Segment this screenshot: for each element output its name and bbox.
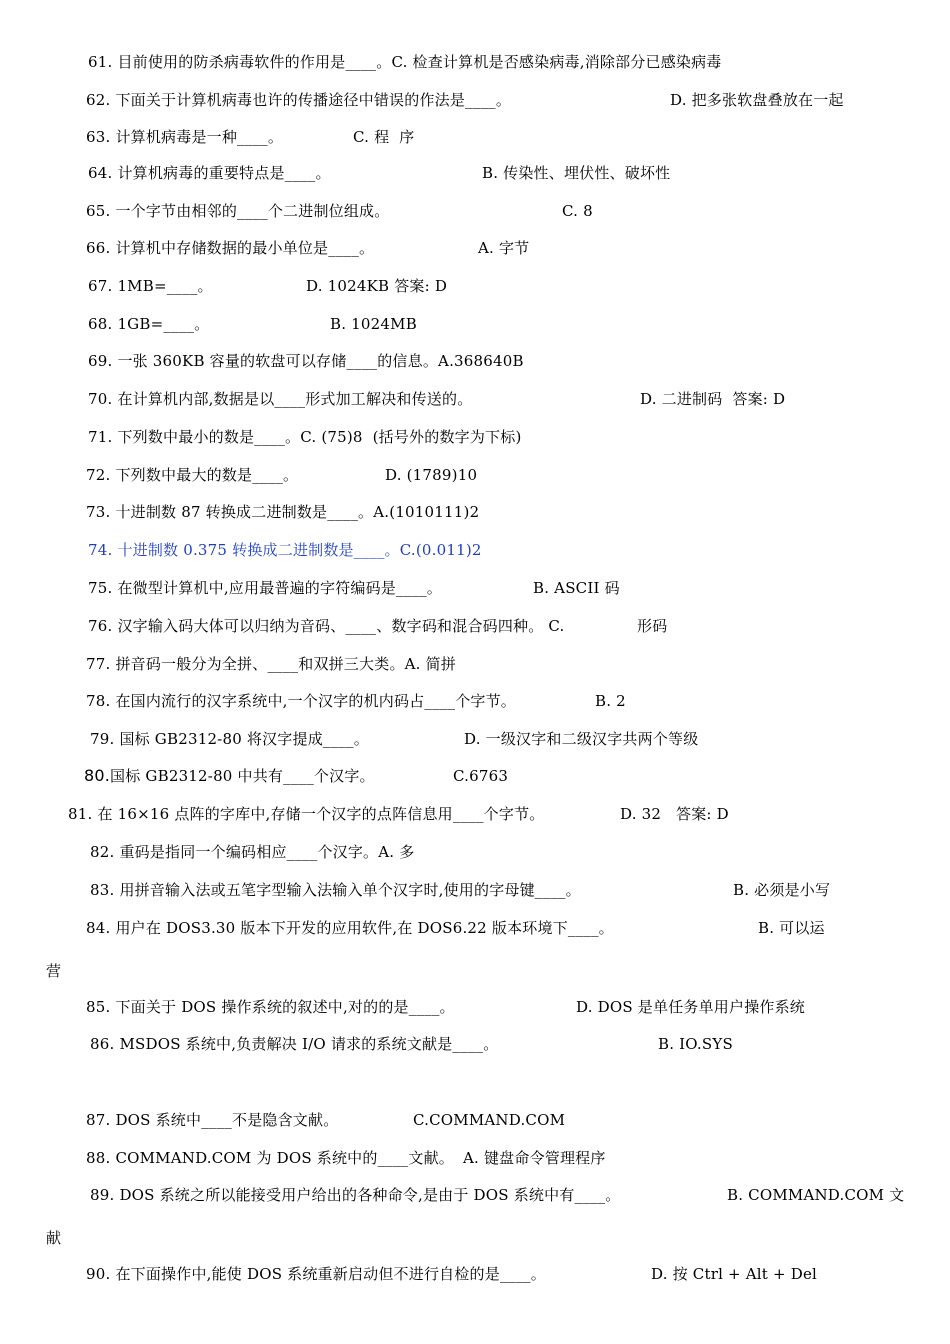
- question-62: 62. 下面关于计算机病毒也许的传播途径中错误的作法是____。: [86, 91, 512, 109]
- answer-65: C. 8: [562, 202, 593, 220]
- question-82: 82. 重码是指同一个编码相应____个汉字。A. 多: [90, 843, 415, 861]
- answer-67: D. 1024KB 答案: D: [306, 277, 448, 295]
- answer-72: D. (1789)10: [385, 466, 478, 484]
- answer-90: D. 按 Ctrl + Alt + Del: [651, 1265, 818, 1283]
- question-81: 81. 在 16×16 点阵的字库中,存储一个汉字的点阵信息用____个字节。: [68, 805, 545, 823]
- answer-83: B. 必须是小写: [733, 881, 831, 899]
- question-80: 80.国标 GB2312-80 中共有____个汉字。: [84, 766, 375, 785]
- answer-79: D. 一级汉字和二级汉字共两个等级: [464, 730, 699, 748]
- question-70: 70. 在计算机内部,数据是以____形式加工解决和传送的。: [88, 390, 473, 408]
- answer-68: B. 1024MB: [330, 315, 417, 333]
- question-88: 88. COMMAND.COM 为 DOS 系统中的____文献。: [86, 1149, 454, 1167]
- answer-88: A. 键盘命令管理程序: [463, 1149, 606, 1167]
- wrapped-text: 献: [46, 1229, 62, 1247]
- answer-70: D. 二进制码 答案: D: [640, 390, 786, 408]
- question-79: 79. 国标 GB2312-80 将汉字提成____。: [90, 730, 369, 748]
- answer-85: D. DOS 是单任务单用户操作系统: [576, 998, 805, 1016]
- answer-78: B. 2: [595, 692, 626, 710]
- answer-75: B. ASCII 码: [533, 579, 620, 597]
- question-76: 76. 汉字输入码大体可以归纳为音码、____、数字码和混合码四种。 C.: [88, 617, 565, 635]
- question-78: 78. 在国内流行的汉字系统中,一个汉字的机内码占____个字节。: [86, 692, 517, 710]
- question-83: 83. 用拼音输入法或五笔字型输入法输入单个汉字时,使用的字母键____。: [90, 881, 581, 899]
- question-66: 66. 计算机中存储数据的最小单位是____。: [86, 239, 375, 257]
- question-69: 69. 一张 360KB 容量的软盘可以存储____的信息。A.368640B: [88, 352, 524, 370]
- question-85: 85. 下面关于 DOS 操作系统的叙述中,对的的是____。: [86, 998, 455, 1016]
- question-75: 75. 在微型计算机中,应用最普遍的字符编码是____。: [88, 579, 443, 597]
- question-72: 72. 下列数中最大的数是____。: [86, 466, 299, 484]
- question-67: 67. 1MB=____。: [88, 277, 213, 295]
- wrapped-text: 营: [46, 962, 62, 980]
- question-89: 89. DOS 系统之所以能接受用户给出的各种命令,是由于 DOS 系统中有____。: [90, 1186, 621, 1204]
- answer-76: 形码: [637, 617, 668, 635]
- question-73: 73. 十进制数 87 转换成二进制数是____。A.(1010111)2: [86, 503, 480, 521]
- answer-86: B. IO.SYS: [658, 1035, 733, 1053]
- question-61: 61. 目前使用的防杀病毒软件的作用是____。C. 检查计算机是否感染病毒,消除部分已感染病毒: [88, 53, 722, 71]
- question-87: 87. DOS 系统中____不是隐含文献。: [86, 1111, 339, 1129]
- answer-63: C. 程 序: [353, 128, 415, 146]
- answer-81: D. 32 答案: D: [620, 805, 729, 823]
- question-68: 68. 1GB=____。: [88, 315, 210, 333]
- question-71: 71. 下列数中最小的数是____。C. (75)8 (括号外的数字为下标): [88, 428, 522, 446]
- answer-80: C.6763: [453, 767, 509, 785]
- question-74: 74. 十进制数 0.375 转换成二进制数是____。C.(0.011)2: [88, 541, 482, 559]
- answer-84: B. 可以运: [758, 919, 825, 937]
- question-90: 90. 在下面操作中,能使 DOS 系统重新启动但不进行自检的是____。: [86, 1265, 546, 1283]
- question-63: 63. 计算机病毒是一种____。: [86, 128, 284, 146]
- answer-62: D. 把多张软盘叠放在一起: [670, 91, 844, 109]
- answer-89: B. COMMAND.COM 文: [727, 1186, 905, 1204]
- answer-66: A. 字节: [478, 239, 530, 257]
- question-86: 86. MSDOS 系统中,负责解决 I/O 请求的系统文献是____。: [90, 1035, 499, 1053]
- answer-64: B. 传染性、埋伏性、破坏性: [482, 164, 671, 182]
- question-65: 65. 一个字节由相邻的____个二进制位组成。: [86, 202, 390, 220]
- question-64: 64. 计算机病毒的重要特点是____。: [88, 164, 331, 182]
- question-77: 77. 拼音码一般分为全拼、____和双拼三大类。A. 简拼: [86, 655, 457, 673]
- question-84: 84. 用户在 DOS3.30 版本下开发的应用软件,在 DOS6.22 版本环境下____。: [86, 919, 614, 937]
- answer-87: C.COMMAND.COM: [413, 1111, 566, 1129]
